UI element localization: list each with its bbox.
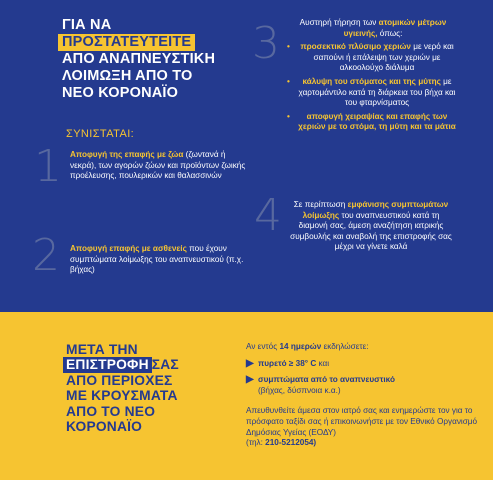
list-item-bold: προσεκτικό πλύσιμο χεριών bbox=[300, 42, 411, 52]
symptom-row-fever bbox=[246, 359, 478, 370]
return-title-line-4: ΜΕ ΚΡΟΥΣΜΑΤΑ bbox=[66, 388, 178, 404]
return-title-line-3: ΑΠΟ ΠΕΡΙΟΧΕΣ bbox=[66, 372, 173, 388]
step-2-bold: Αποφυγή επαφής με ασθενείς bbox=[70, 244, 187, 253]
main-title bbox=[62, 17, 262, 102]
return-intro-bold: 14 ημερών bbox=[279, 342, 322, 351]
step-2-text bbox=[70, 244, 250, 276]
arrow-right-icon: ▶ bbox=[246, 357, 254, 369]
step-4-bold: εμφάνισης συμπτωμάτων λοίμωξης bbox=[302, 200, 449, 220]
symptom-respiratory-examples: (βήχας, δύσπνοια κ.α.) bbox=[258, 385, 341, 395]
bullet-icon: • bbox=[287, 42, 290, 52]
phone-label: (τηλ: bbox=[246, 438, 263, 448]
return-advice bbox=[246, 342, 478, 449]
symptom-fever: πυρετό ≥ 38° C bbox=[258, 358, 317, 368]
step-3-intro-tail: όπως: bbox=[379, 28, 403, 38]
step-4-intro: Σε περίπτωση bbox=[293, 200, 346, 209]
step-4-body: του αναπνευστικού κατά τη διαμονή σας, άμεση αναζήτηση ιατρικής συμβουλής και αναβολή της επιστροφής σας μέχρι να γίνετε καλά bbox=[290, 210, 452, 252]
symptom-row-respiratory bbox=[246, 375, 478, 386]
symptom-respiratory: συμπτώματα από το αναπνευστικό bbox=[258, 375, 395, 385]
return-title-line-5: ΑΠΟ ΤΟ ΝΕΟ bbox=[66, 403, 156, 419]
arrow-right-icon: ▶ bbox=[246, 374, 254, 386]
hygiene-list bbox=[287, 42, 459, 133]
return-title-line-1: ΜΕΤΑ ΤΗΝ bbox=[66, 342, 138, 357]
advice-text: Απευθυνθείτε άμεσα στον ιατρό σας και ενημερώστε τον για το πρόσφατο ταξίδι σας ή επικοινωνήστε με τον Εθνικό Οργανισμό Δημόσιας Υγείας (ΕΟΔΥ) bbox=[246, 406, 478, 437]
return-title-highlight: ΕΠΙΣΤΡΟΦΗ bbox=[63, 357, 152, 372]
step-number-3: 3 bbox=[252, 18, 280, 69]
list-item-text: με χαρτομάντιλο κατά τη διάρκεια του βήχα και του φταρνίσματος bbox=[298, 76, 456, 108]
title-highlight: ΠΡΟΣΤΑΤΕΥΤΕΙΤΕ bbox=[58, 34, 195, 51]
return-title-line-6: ΚΟΡΟΝΑΪΟ bbox=[66, 419, 143, 435]
step-1-body: (ζωντανά ή νεκρά), των αγορών ζώων και προϊόντων ζωικής προέλευσης, πουλερικών και θαλασσινών bbox=[70, 150, 246, 181]
title-line-4: ΛΟΙΜΩΞΗ ΑΠΟ ΤΟ bbox=[62, 68, 193, 84]
recommend-label: ΣΥΝΙΣΤΑΤΑΙ: bbox=[66, 128, 135, 140]
phone-number: 210-5212054) bbox=[265, 438, 317, 448]
return-intro-pre: Αν εντός bbox=[246, 342, 278, 351]
step-number-2: 2 bbox=[32, 230, 60, 281]
title-line-1: ΓΙΑ ΝΑ bbox=[62, 17, 112, 33]
list-item bbox=[287, 42, 459, 74]
step-1-bold: Αποφυγή της επαφής με ζώα bbox=[70, 150, 184, 159]
list-item-bold: κάλυψη του στόματος και της μύτης bbox=[302, 76, 441, 86]
phone-line bbox=[246, 438, 478, 449]
bullet-icon: • bbox=[287, 76, 290, 86]
step-3-intro: Αυστηρή τήρηση των bbox=[299, 18, 377, 27]
list-item-bold: αποφυγή χειραψίας και επαφής των χεριών με το στόμα, τη μύτη και τα μάτια bbox=[298, 111, 456, 132]
step-2-body: που έχουν συμπτώματα λοίμωξης του αναπνευστικού (π.χ. βήχας) bbox=[70, 244, 244, 275]
step-4-text bbox=[289, 200, 453, 253]
step-number-4: 4 bbox=[254, 190, 282, 241]
list-item bbox=[287, 77, 459, 109]
step-number-1: 1 bbox=[34, 141, 62, 192]
list-item bbox=[287, 112, 459, 133]
step-1-text bbox=[70, 150, 250, 182]
return-intro bbox=[246, 342, 478, 353]
title-line-3: ΑΠΟ ΑΝΑΠΝΕΥΣΤΙΚΗ bbox=[62, 51, 216, 67]
title-line-5: ΝΕΟ ΚΟΡΟΝΑΪΟ bbox=[62, 85, 179, 101]
return-title-line-2-tail: ΣΑΣ bbox=[151, 357, 179, 373]
symptom-fever-tail: και bbox=[318, 358, 330, 368]
return-intro-post: εκδηλώσετε: bbox=[323, 342, 369, 351]
list-item-text: με νερό και σαπούνι ή επάλειψη των χεριών με αλκοολούχο διάλυμα bbox=[313, 42, 454, 73]
return-title bbox=[66, 342, 256, 434]
bullet-icon: • bbox=[287, 111, 290, 121]
step-3-text bbox=[287, 18, 459, 133]
step-3-intro-bold: ατομικών μέτρων υγιεινής, bbox=[343, 18, 447, 38]
